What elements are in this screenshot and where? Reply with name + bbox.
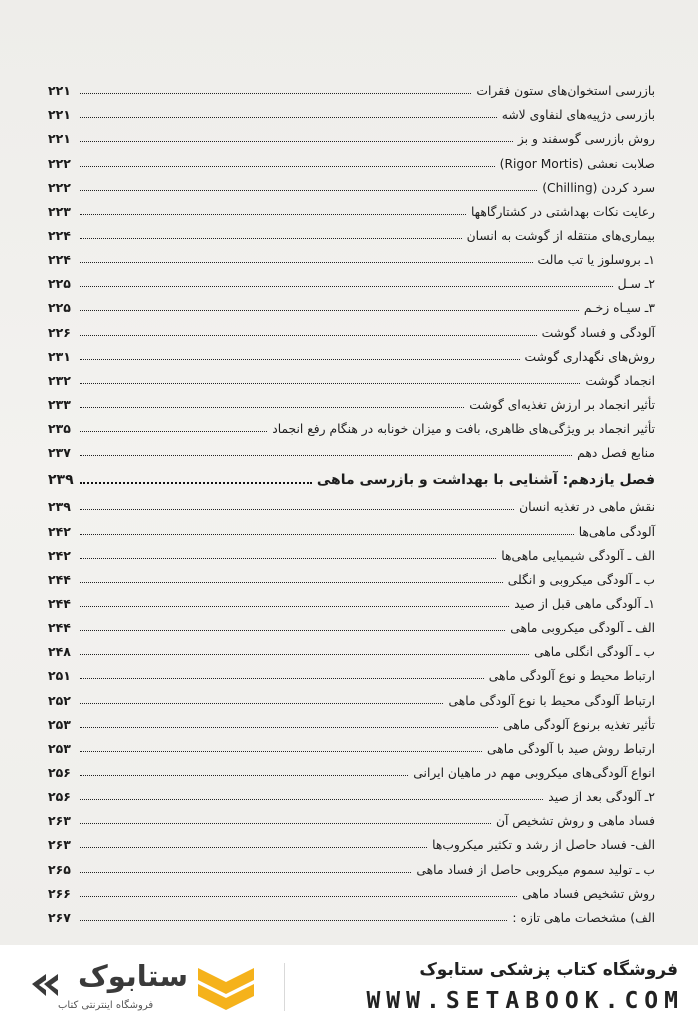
toc-entry-page: ۲۶۳: [48, 837, 71, 853]
dot-leader: [80, 141, 513, 142]
toc-entry-title: آلودگی ماهی‌ها: [578, 524, 655, 539]
toc-entry: [48, 340, 655, 364]
toc-entry: [48, 563, 655, 587]
toc-entry-page: ۲۳۳: [48, 396, 71, 412]
toc-entry-page: ۲۳۹: [48, 472, 74, 489]
toc-entry-title: ۲ـ سـل: [617, 277, 655, 292]
dot-leader: [80, 190, 537, 191]
dot-leader: [80, 286, 613, 287]
toc-entry-page: ۲۶۶: [48, 885, 71, 901]
logo-subtitle: فروشگاه اینترنتی کتاب: [58, 1000, 154, 1011]
dot-leader: [80, 117, 497, 118]
toc-entry: [48, 901, 655, 925]
toc-entry-title: تأثیر تغذیه برنوع آلودگی ماهی: [502, 717, 655, 732]
dot-leader: [80, 703, 443, 704]
toc-entry: [48, 780, 655, 804]
dot-leader: [80, 93, 471, 94]
dot-leader: [80, 654, 529, 655]
toc-entry-title: ارتباط محیط و نوع آلودگی ماهی: [488, 669, 655, 684]
toc-entry-title: روش تشخیص فساد ماهی: [522, 886, 655, 901]
logo-wordmark: ستابوک: [78, 959, 189, 993]
toc-entry: [48, 877, 655, 901]
toc-entry-page: ۲۲۱: [48, 107, 71, 123]
dot-leader: [80, 534, 574, 535]
toc-entry: [48, 122, 655, 146]
toc-entry-page: ۲۲۶: [48, 324, 71, 340]
dot-leader: [80, 630, 505, 631]
toc-entry: [48, 683, 655, 707]
dot-leader: [80, 407, 464, 408]
toc-entry-page: ۲۳۱: [48, 348, 71, 364]
toc-entry-title: بیماری‌های منتقله از گوشت به انسان: [466, 228, 655, 243]
toc-entry-title: تأثیر انجماد بر ارزش تغذیه‌ای گوشت: [469, 397, 655, 412]
toc-entry-page: ۲۶۷: [48, 909, 71, 925]
toc-entry-title: آلودگی و فساد گوشت: [541, 325, 655, 340]
dot-leader: [80, 896, 517, 897]
toc-entry: [48, 219, 655, 243]
toc-entry-title: الف ـ آلودگی شیمیایی ماهی‌ها: [501, 548, 655, 563]
toc-entry-title: ارتباط روش صید با آلودگی ماهی: [487, 741, 655, 756]
toc-entry-title: صلابت نعشی (Rigor Mortis): [499, 156, 655, 171]
toc-entry-page: ۲۳۹: [48, 499, 71, 515]
toc-entry: [48, 732, 655, 756]
toc-entry-title: فصل یازدهم: آشنایی با بهداشت و بازرسی ماهی: [316, 472, 655, 489]
toc-entry: [48, 852, 655, 876]
dot-leader: [80, 606, 509, 607]
double-arrow-icon: [32, 974, 58, 996]
toc-entry-page: ۲۴۴: [48, 595, 71, 611]
dot-leader: [80, 751, 482, 752]
dot-leader: [80, 310, 579, 311]
toc-entry-page: ۲۵۳: [48, 740, 71, 756]
toc-entry-title: نقش ماهی در تغذیه انسان: [519, 500, 655, 515]
dot-leader: [80, 847, 427, 848]
dot-leader: [80, 455, 572, 456]
store-url[interactable]: WWW.SETABOOK.COM: [366, 988, 684, 1014]
toc-entry-title: انواع آلودگی‌های میکروبی مهم در ماهیان ایرانی: [413, 765, 655, 780]
dot-leader: [80, 920, 507, 921]
toc-entry: [48, 635, 655, 659]
toc-entry-page: ۲۴۲: [48, 523, 71, 539]
chevron-logo-icon: [198, 968, 254, 1010]
toc-entry-page: ۲۵۱: [48, 668, 71, 684]
toc-entry: [48, 804, 655, 828]
toc-entry-page: ۲۲۵: [48, 300, 71, 316]
dot-leader: [80, 335, 537, 336]
toc-entry: [48, 587, 655, 611]
toc-entry-page: ۲۲۱: [48, 83, 71, 99]
toc-entry-title: ارتباط آلودگی محیط با نوع آلودگی ماهی: [448, 693, 655, 708]
toc-entry: [48, 708, 655, 732]
dot-leader: [80, 383, 580, 384]
dot-leader: [80, 823, 491, 824]
dot-leader: [80, 262, 533, 263]
toc-entry-page: ۲۶۳: [48, 813, 71, 829]
toc-entry-page: ۲۵۳: [48, 716, 71, 732]
dot-leader: [80, 678, 484, 679]
toc-entry: [48, 267, 655, 291]
toc-entry: [48, 171, 655, 195]
toc-entry-page: ۲۲۲: [48, 155, 71, 171]
toc-entry-page: ۲۴۲: [48, 547, 71, 563]
toc-entry: [48, 291, 655, 315]
toc-entry-page: ۲۵۶: [48, 789, 71, 805]
toc-entry-title: ب ـ آلودگی انگلی ماهی: [534, 645, 655, 660]
toc-entry: [48, 659, 655, 683]
toc-entry: [48, 146, 655, 170]
toc-entry: [48, 315, 655, 339]
toc-entry: [48, 195, 655, 219]
toc-entry: [48, 756, 655, 780]
toc-entry-title: ب ـ تولید سموم میکروبی حاصل از فساد ماهی: [416, 862, 655, 877]
toc-entry: [48, 74, 655, 98]
toc-entry-page: ۲۶۵: [48, 861, 71, 877]
toc-entry-title: منابع فصل دهم: [577, 446, 655, 461]
toc-entry-title: سرد کردن (Chilling): [542, 180, 655, 195]
toc-entry-page: ۲۵۶: [48, 764, 71, 780]
toc-entry-title: انجماد گوشت: [585, 373, 655, 388]
toc-entry-title: تأثیر انجماد بر ویژگی‌های ظاهری، بافت و میزان خونابه در هنگام رفع انجماد: [272, 422, 655, 437]
toc-entry-page: ۲۳۵: [48, 421, 71, 437]
toc-entry-title: روش بازرسی گوسفند و بز: [517, 132, 655, 147]
toc-entry-title: رعایت نکات بهداشتی در کشتارگاهها: [470, 204, 655, 219]
toc-entry-page: ۲۴۴: [48, 620, 71, 636]
dot-leader: [80, 558, 496, 559]
toc-entry-page: ۲۵۲: [48, 692, 71, 708]
toc-entry-page: ۲۲۱: [48, 131, 71, 147]
toc-entry: [48, 412, 655, 436]
toc-entry-title: روش‌های نگهداری گوشت: [524, 349, 655, 364]
toc-entry: [48, 364, 655, 388]
toc-entry: [48, 514, 655, 538]
toc-entry: [48, 539, 655, 563]
dot-leader: [80, 775, 408, 776]
toc-entry-title: ۱ـ آلودگی ماهی قبل از صید: [514, 596, 655, 611]
toc-entry: [48, 828, 655, 852]
toc-entry-title: فساد ماهی و روش تشخیص آن: [495, 814, 655, 829]
toc-entry: [48, 243, 655, 267]
toc-entry-title: بازرسی دژپیه‌های لنفاوی لاشه: [501, 108, 655, 123]
toc-entry-page: ۲۲۳: [48, 203, 71, 219]
dot-leader: [80, 727, 498, 728]
dot-leader: [80, 359, 520, 360]
toc-entry: [48, 611, 655, 635]
footer-divider: [284, 963, 285, 1011]
toc-entry-page: ۲۲۵: [48, 276, 71, 292]
toc-entry-page: ۲۴۴: [48, 571, 71, 587]
toc-entry: [48, 436, 655, 460]
toc-chapter-heading: [48, 460, 655, 490]
toc-entry-page: ۲۲۲: [48, 179, 71, 195]
dot-leader: [80, 431, 267, 432]
toc-entry-page: ۲۴۸: [48, 644, 71, 660]
toc-entry-title: بازرسی استخوان‌های ستون فقرات: [476, 84, 655, 99]
toc-entry: [48, 490, 655, 514]
dot-leader: [80, 238, 462, 239]
toc-entry: [48, 388, 655, 412]
toc-entry-title: ب ـ آلودگی میکروبی و انگلی: [507, 572, 655, 587]
dot-leader: [80, 872, 411, 873]
table-of-contents: [48, 74, 655, 925]
toc-entry-title: الف) مشخصات ماهی تازه :: [512, 910, 655, 925]
dot-leader: [80, 482, 312, 484]
toc-entry: [48, 98, 655, 122]
toc-entry-title: الف ـ آلودگی میکروبی ماهی: [510, 621, 655, 636]
dot-leader: [80, 166, 495, 167]
toc-entry-title: ۱ـ بروسلوز یا تب مالت: [537, 253, 655, 268]
toc-entry-title: ۲ـ آلودگی بعد از صید: [548, 790, 655, 805]
dot-leader: [80, 799, 543, 800]
toc-entry-page: ۲۳۲: [48, 372, 71, 388]
toc-entry-title: ۳ـ سیـاه زخـم: [583, 301, 655, 316]
toc-entry-page: ۲۳۷: [48, 445, 71, 461]
store-name: فروشگاه کتاب پزشکی ستابوک: [419, 960, 678, 980]
toc-entry-page: ۲۲۴: [48, 252, 71, 268]
dot-leader: [80, 509, 514, 510]
dot-leader: [80, 582, 503, 583]
toc-entry-title: الف- فساد حاصل از رشد و تکثیر میکروب‌ها: [432, 838, 655, 853]
toc-entry-page: ۲۲۴: [48, 227, 71, 243]
dot-leader: [80, 214, 466, 215]
